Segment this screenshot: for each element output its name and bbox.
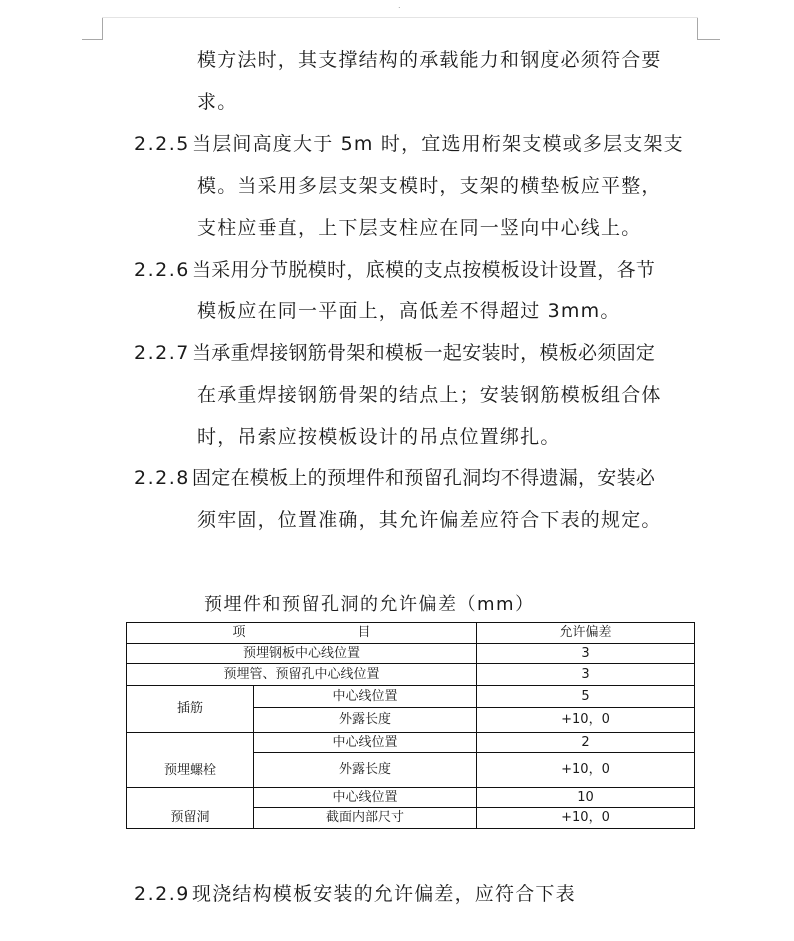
value-cell: 3 bbox=[477, 664, 695, 686]
crop-mark-right-vertical bbox=[697, 18, 698, 40]
clause-number: 2.2.8 bbox=[134, 467, 190, 489]
crop-mark-right-horizontal bbox=[698, 39, 720, 40]
item-header-left: 项 bbox=[232, 625, 246, 640]
paragraph-line: 当承重焊接钢筋骨架和模板一起安装时，模板必须固定 bbox=[192, 342, 656, 364]
group-cell: 预留洞 bbox=[127, 788, 254, 829]
paragraph-line: 当采用分节脱模时，底模的支点按模板设计设置，各节 bbox=[192, 259, 656, 281]
paragraph-line: 须牢固，位置准确，其允许偏差应符合下表的规定。 bbox=[197, 509, 662, 531]
crop-mark-left-horizontal bbox=[82, 39, 102, 40]
crop-mark-left-vertical bbox=[102, 18, 103, 40]
deviation-table bbox=[126, 622, 695, 829]
paragraph-line: 现浇结构模板安装的允许偏差，应符合下表 bbox=[192, 883, 576, 905]
item-header-cell bbox=[127, 623, 477, 644]
value-cell: +10，0 bbox=[477, 708, 695, 733]
item-cell: 截面内部尺寸 bbox=[254, 808, 477, 829]
paragraph-line: 固定在模板上的预埋件和预留孔洞均不得遗漏，安装必 bbox=[192, 467, 656, 489]
item-cell: 外露长度 bbox=[254, 753, 477, 788]
group-cell: 预埋螺栓 bbox=[127, 733, 254, 788]
value-cell: 5 bbox=[477, 686, 695, 708]
item-cell: 中心线位置 bbox=[254, 686, 477, 708]
group-cell: 插筋 bbox=[127, 686, 254, 733]
paragraph-line: 当层间高度大于 5m 时，宜选用桁架支模或多层支架支 bbox=[192, 133, 684, 155]
value-cell: +10，0 bbox=[477, 753, 695, 788]
table-row bbox=[127, 686, 695, 708]
table-header-row bbox=[127, 623, 695, 644]
paragraph-line: 在承重焊接钢筋骨架的结点上；安装钢筋模板组合体 bbox=[197, 384, 662, 406]
item-cell: 中心线位置 bbox=[254, 788, 477, 808]
value-cell: +10，0 bbox=[477, 808, 695, 829]
paragraph-line: 模板应在同一平面上，高低差不得超过 3mm。 bbox=[197, 300, 621, 322]
header-edge-line bbox=[102, 17, 698, 18]
paragraph-line: 求。 bbox=[197, 91, 238, 113]
item-cell: 预埋钢板中心线位置 bbox=[127, 644, 477, 664]
paragraph-line: 模方法时，其支撑结构的承载能力和钢度必须符合要 bbox=[197, 49, 662, 71]
clause-number: 2.2.5 bbox=[134, 133, 190, 155]
clause-number: 2.2.9 bbox=[134, 883, 190, 905]
deviation-header-cell: 允许偏差 bbox=[477, 623, 695, 644]
item-cell: 预埋管、预留孔中心线位置 bbox=[127, 664, 477, 686]
value-cell: 2 bbox=[477, 733, 695, 753]
value-cell: 3 bbox=[477, 644, 695, 664]
value-cell: 10 bbox=[477, 788, 695, 808]
paragraph-line: 模。当采用多层支架支模时，支架的横垫板应平整， bbox=[197, 175, 662, 197]
header-dot: . bbox=[398, 1, 401, 10]
clause-number: 2.2.7 bbox=[134, 342, 190, 364]
paragraph-line: 支柱应垂直，上下层支柱应在同一竖向中心线上。 bbox=[197, 217, 642, 239]
table-row bbox=[127, 788, 695, 808]
table-row bbox=[127, 644, 695, 664]
item-cell: 外露长度 bbox=[254, 708, 477, 733]
item-header-right: 目 bbox=[357, 625, 371, 640]
item-cell: 中心线位置 bbox=[254, 733, 477, 753]
table-row bbox=[127, 733, 695, 753]
table-row bbox=[127, 664, 695, 686]
clause-number: 2.2.6 bbox=[134, 259, 190, 281]
paragraph-line: 时，吊索应按模板设计的吊点位置绑扎。 bbox=[197, 426, 561, 448]
table-caption: 预埋件和预留孔洞的允许偏差（mm） bbox=[204, 594, 535, 615]
